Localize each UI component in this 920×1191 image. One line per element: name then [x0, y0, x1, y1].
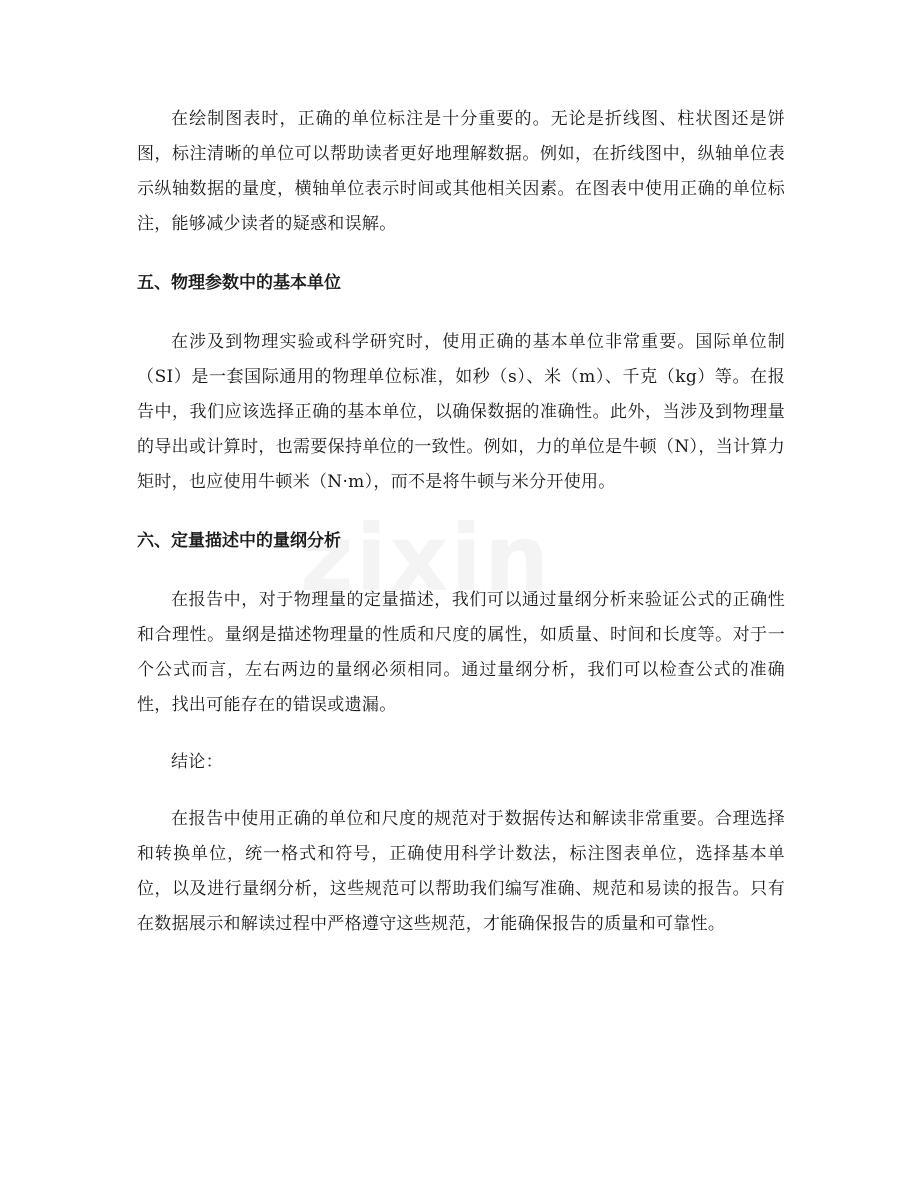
paragraph-dimensional-analysis: 在报告中，对于物理量的定量描述，我们可以通过量纲分析来验证公式的正确性和合理性。量纲是描述物理量的性质和尺度的属性，如质量、时间和长度等。对于一个公式而言，左右两边的量纲必须相同。通过量纲分析，我们可以检查公式的准确性，找出可能存在的错误或遗漏。 — [137, 590, 785, 715]
paragraph-basic-units: 在涉及到物理实验或科学研究时，使用正确的基本单位非常重要。国际单位制（SI）是一套国际通用的物理单位标准，如秒（s）、米（m）、千克（kg）等。在报告中，我们应该选择正确的基本单位，以确保数据的准确性。此外，当涉及到物理量的导出或计算时，也需要保持单位的一致性。例如，力的单位是牛顿（N），当计算力矩时，也应使用牛顿米（N·m），而不是将牛顿与米分开使用。 — [137, 332, 785, 492]
paragraph-chart-units: 在绘制图表时，正确的单位标注是十分重要的。无论是折线图、柱状图还是饼图，标注清晰的单位可以帮助读者更好地理解数据。例如，在折线图中，纵轴单位表示纵轴数据的量度，横轴单位表示时间或其他相关因素。在图表中使用正确的单位标注，能够减少读者的疑惑和误解。 — [137, 109, 785, 234]
section-heading-basic-units: 五、物理参数中的基本单位 — [137, 273, 341, 293]
section-heading-dimensional-analysis: 六、定量描述中的量纲分析 — [137, 531, 341, 551]
document-body — [137, 102, 785, 942]
paragraph-conclusion: 在报告中使用正确的单位和尺度的规范对于数据传达和解读非常重要。合理选择和转换单位，统一格式和符号，正确使用科学计数法，标注图表单位，选择基本单位，以及进行量纲分析，这些规范可以帮助我们编写准确、规范和易读的报告。只有在数据展示和解读过程中严格遵守这些规范，才能确保报告的质量和可靠性。 — [137, 809, 785, 934]
conclusion-label: 结论： — [171, 752, 223, 772]
